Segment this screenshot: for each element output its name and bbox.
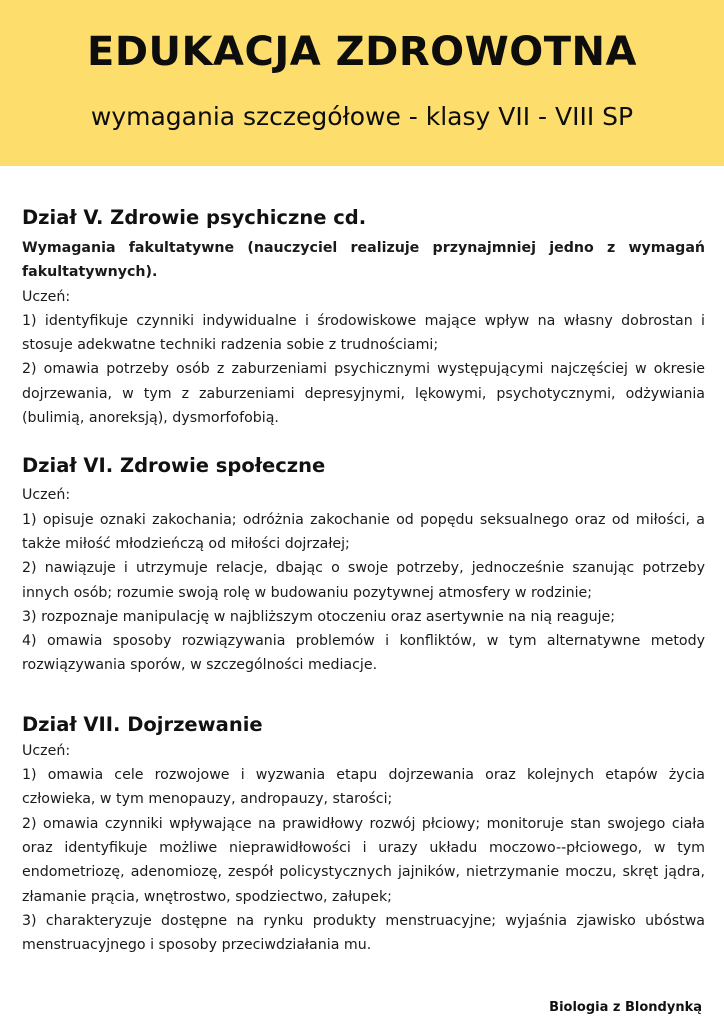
page-title: EDUKACJA ZDROWOTNA <box>87 29 637 75</box>
list-item: 2) omawia potrzeby osób z zaburzeniami psychicznymi występującymi najczęściej w okresie dojrzewania, w tym z zaburzeniami depresyjnymi, lękowymi, psychotycznymi, odżywiania (bulimią, anoreksją), dysmorfofobią. <box>22 361 705 427</box>
list-item: 1) identyfikuje czynniki indywidualne i środowiskowe mające wpływ na własny dobrostan i stosuje adekwatne techniki radzenia sobie z trudnościami; <box>22 312 705 354</box>
section-lead: Uczeń: <box>22 742 71 759</box>
list-item: 1) opisuje oznaki zakochania; odróżnia zakochanie od popędu seksualnego oraz od miłości, a także miłość młodzieńczą od miłości dojrzałej; <box>22 511 705 552</box>
list-item: 3) charakteryzuje dostępne na rynku produkty menstruacyjne; wyjaśnia zjawisko ubóstwa menstruacyjnego i sposoby przeciwdziałania mu. <box>22 912 705 954</box>
document-body <box>22 204 705 957</box>
list-item: 3) rozpoznaje manipulację w najbliższym otoczeniu oraz asertywnie na nią reaguje; <box>22 608 616 625</box>
section-lead: Uczeń: <box>22 288 71 305</box>
section-lead: Uczeń: <box>22 487 71 504</box>
page-subtitle: wymagania szczegółowe - klasy VII - VIII SP <box>90 102 634 131</box>
list-item: 2) nawiązuje i utrzymuje relacje, dbając o swoje potrzeby, jednocześnie szanując potrzeby innych osób; rozumie swoją rolę w budowaniu pozytywnej atmosfery w rodzinie; <box>22 560 705 601</box>
section-title: Dział VI. Zdrowie społeczne <box>22 454 326 478</box>
list-item: 2) omawia czynniki wpływające na prawidłowy rozwój płciowy; monitoruje stan swojego ciała oraz identyfikuje możliwe nieprawidłowości i urazy układu moczowo--płciowego, w tym endometriozę, adenomiozę, zespół policystycznych jajników, nietrzymanie moczu, skręt jądra, złamanie prącia, wnętrostwo, spodziectwo, załupek; <box>22 815 705 905</box>
section-zdrowie-spoleczne <box>22 452 705 677</box>
footer-credit: Biologia z Blondynką <box>549 1000 702 1015</box>
list-item: 1) omawia cele rozwojowe i wyzwania etapu dojrzewania oraz kolejnych etapów życia człowieka, w tym menopauzy, andropauzy, starości; <box>22 767 705 808</box>
section-zdrowie-psychiczne <box>22 204 705 430</box>
section-intro: Wymagania fakultatywne (nauczyciel realizuje przynajmniej jedno z wymagań fakultatywnych). <box>22 240 705 281</box>
section-title: Dział VII. Dojrzewanie <box>22 712 263 736</box>
list-item: 4) omawia sposoby rozwiązywania problemów i konfliktów, w tym alternatywne metody rozwiązywania sporów, w szczególności mediacje. <box>22 633 705 674</box>
header-banner <box>0 0 724 166</box>
section-dojrzewanie <box>22 711 705 958</box>
section-title: Dział V. Zdrowie psychiczne cd. <box>22 206 367 229</box>
